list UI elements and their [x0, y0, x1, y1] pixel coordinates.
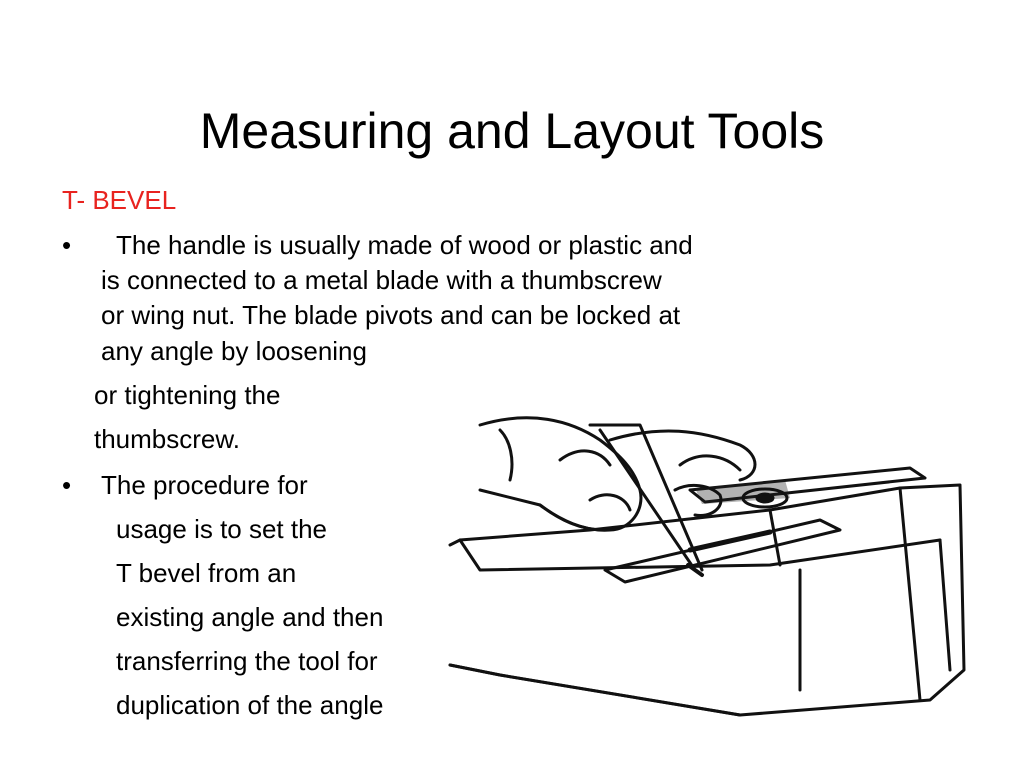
bullet2-line: usage is to set the — [116, 514, 328, 544]
bullet1-line: any angle by loosening — [101, 336, 367, 366]
bullet1-line: or wing nut. The blade pivots and can be locked at — [101, 300, 681, 330]
bullet1-line: or tightening the — [94, 380, 281, 410]
slide-title: Measuring and Layout Tools — [199, 102, 825, 159]
bullet2-line: duplication of the angle — [116, 690, 384, 720]
t-bevel-illustration — [440, 370, 1024, 768]
section-heading: T- BEVEL — [62, 185, 177, 215]
t-bevel-on-board-icon — [440, 370, 1024, 768]
bullet1-line: is connected to a metal blade with a thumbscrew — [101, 265, 662, 295]
bullet2-line: existing angle and then — [116, 602, 384, 632]
bullet-marker: • — [62, 230, 72, 260]
bullet-marker: • — [62, 470, 72, 500]
bullet2-line: The procedure for — [101, 470, 308, 500]
bullet2-line: transferring the tool for — [116, 646, 378, 676]
bullet2-line: T bevel from an — [116, 558, 297, 588]
bullet1-line: thumbscrew. — [94, 424, 240, 454]
bullet1-line: The handle is usually made of wood or plastic and — [116, 230, 693, 260]
